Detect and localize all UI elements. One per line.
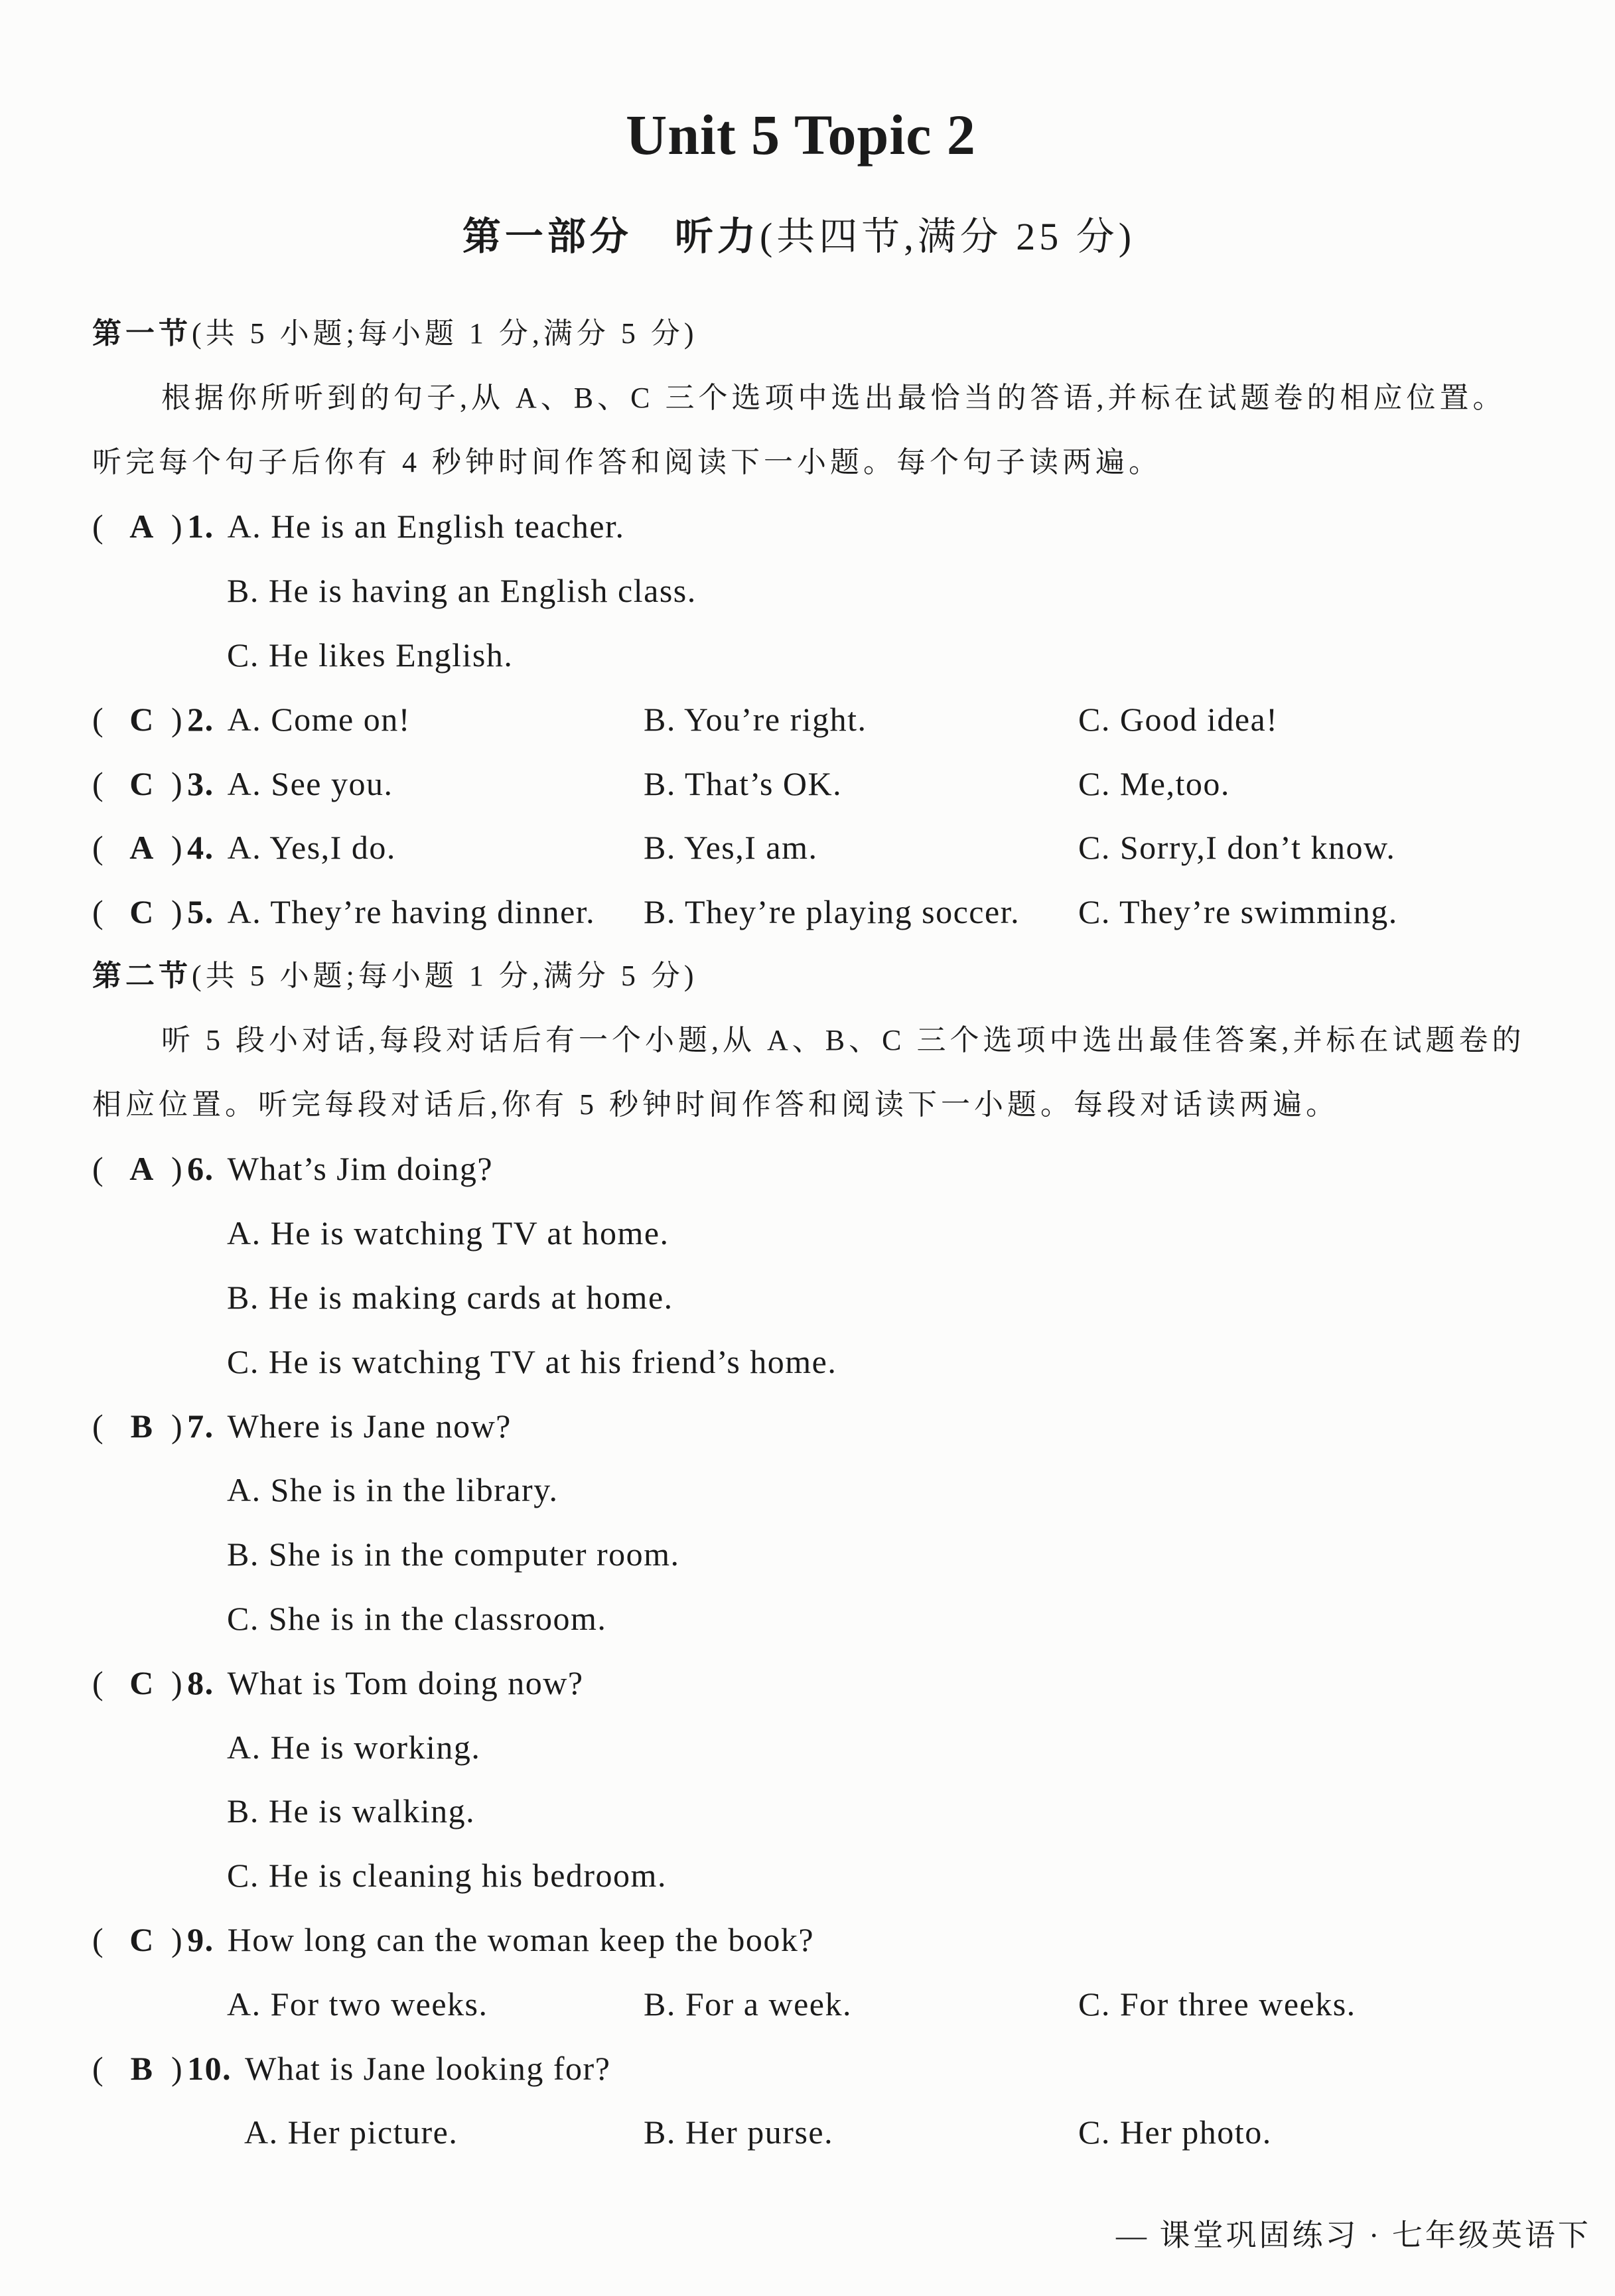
answer-bracket-close: ): [171, 1407, 184, 1445]
question-lead: [171, 2037, 610, 2101]
answer-letter: C: [129, 1920, 155, 1958]
answer-bracket-open: (: [92, 1664, 105, 1701]
question-row: [0, 880, 1615, 944]
instruction-text: 听完每个句子后你有 4 秒钟时间作答和阅读下一小题。每个句子读两遍。: [92, 445, 1162, 478]
section-label: 第二节: [92, 959, 192, 992]
option-b: B. Yes,I am.: [644, 829, 818, 867]
answer-bracket-open: (: [92, 893, 105, 931]
option-b: B. He is having an English class.: [227, 572, 697, 610]
answer-bracket-open: (: [92, 700, 105, 738]
section-scoring: (共 5 小题;每小题 1 分,满分 5 分): [192, 317, 698, 350]
question-row: [0, 687, 1615, 752]
option-b: B. She is in the computer room.: [227, 1536, 680, 1573]
part-scoring: (共四节,满分 25 分): [759, 215, 1136, 258]
option-row: [0, 559, 1615, 623]
option-c: C. Good idea!: [1078, 700, 1279, 738]
option-row: [0, 1779, 1615, 1843]
question-row: [0, 2037, 1615, 2101]
section-heading: [0, 302, 1615, 366]
part-label: 第一部分: [462, 215, 632, 258]
question-row: [0, 816, 1615, 880]
question-stem: What is Tom doing now?: [227, 1664, 584, 1701]
option-row: [0, 1587, 1615, 1651]
instruction-line: [0, 1009, 1615, 1073]
option-a: A. He is watching TV at home.: [227, 1214, 669, 1252]
question-row: [0, 1394, 1615, 1459]
option-c: C. He is watching TV at his friend’s home.: [227, 1342, 837, 1380]
question-lead: [171, 752, 393, 816]
answer-bracket-open: (: [92, 1920, 105, 1958]
question-stem: Where is Jane now?: [227, 1407, 512, 1445]
option-b: B. You’re right.: [644, 700, 867, 738]
option-row: [0, 1330, 1615, 1394]
question-stem: What is Jane looking for?: [245, 2049, 611, 2087]
answer-bracket-open: (: [92, 2049, 105, 2087]
option-a: A. He is an English teacher.: [227, 508, 625, 545]
answer-bracket-close: ): [171, 893, 184, 931]
option-b: B. He is making cards at home.: [227, 1278, 673, 1316]
option-c: C. Sorry,I don’t know.: [1078, 829, 1396, 867]
question-lead: [171, 1137, 493, 1201]
answer-bracket-open: (: [92, 1150, 105, 1188]
section-label: 第一节: [92, 317, 192, 350]
answer-bracket-open: (: [92, 1407, 105, 1445]
unit-title: Unit 5 Topic 2: [626, 103, 976, 167]
answer-letter: A: [129, 508, 155, 545]
option-b: B. Her purse.: [644, 2114, 834, 2151]
question-lead: [171, 1394, 512, 1459]
question-number: 8.: [187, 1664, 214, 1701]
option-row: [0, 623, 1615, 687]
question-row: [0, 752, 1615, 816]
option-b: B. For a week.: [644, 1985, 852, 2023]
instruction-line: [0, 1073, 1615, 1137]
instruction-text: 根据你所听到的句子,从 A、B、C 三个选项中选出最恰当的答语,并标在试题卷的相应位置。: [161, 381, 1506, 414]
answer-bracket-close: ): [171, 700, 184, 738]
answer-bracket-close: ): [171, 764, 184, 802]
question-stem: What’s Jim doing?: [227, 1150, 494, 1188]
option-c: C. They’re swimming.: [1078, 893, 1398, 931]
option-a: A. For two weeks.: [227, 1985, 488, 2023]
section-scoring: (共 5 小题;每小题 1 分,满分 5 分): [192, 959, 698, 992]
answer-bracket-close: ): [171, 1920, 184, 1958]
option-a: A. See you.: [227, 764, 393, 802]
answer-letter: C: [129, 893, 155, 931]
option-c: C. He likes English.: [227, 636, 514, 674]
section-heading-text: [92, 944, 698, 1009]
option-a: A. He is working.: [227, 1728, 481, 1766]
option-row: [0, 2100, 1615, 2165]
answer-bracket-close: ): [171, 2049, 184, 2087]
answer-letter: C: [129, 1664, 155, 1701]
question-number: 10.: [187, 2049, 232, 2087]
question-stem: How long can the woman keep the book?: [227, 1920, 815, 1958]
instruction-line: [0, 366, 1615, 431]
option-b: B. That’s OK.: [644, 764, 843, 802]
question-number: 9.: [187, 1920, 214, 1958]
option-c: C. He is cleaning his bedroom.: [227, 1857, 667, 1895]
option-a: A. Come on!: [227, 700, 411, 738]
answer-letter: A: [129, 829, 155, 867]
question-row: [0, 494, 1615, 559]
answer-bracket-open: (: [92, 829, 105, 867]
question-number: 6.: [187, 1150, 214, 1188]
answer-letter: B: [130, 2049, 154, 2087]
listening-section: [0, 302, 1615, 2165]
question-row: [0, 1908, 1615, 1972]
question-number: 7.: [187, 1407, 214, 1445]
question-number: 3.: [187, 764, 214, 802]
part-name: 听力: [674, 215, 760, 258]
option-row: [0, 1201, 1615, 1265]
answer-bracket-open: (: [92, 508, 105, 545]
answer-bracket-open: (: [92, 764, 105, 802]
part-heading: [0, 205, 1598, 269]
answer-letter: A: [129, 1150, 155, 1188]
option-row: [0, 1265, 1615, 1330]
answer-bracket-close: ): [171, 508, 184, 545]
option-a: A. They’re having dinner.: [227, 893, 596, 931]
option-c: C. She is in the classroom.: [227, 1599, 607, 1637]
question-number: 2.: [187, 700, 214, 738]
option-c: C. Her photo.: [1078, 2114, 1272, 2151]
option-row: [0, 1972, 1615, 2037]
answer-bracket-close: ): [171, 829, 184, 867]
question-row: [0, 1137, 1615, 1201]
answer-bracket-close: ): [171, 1664, 184, 1701]
question-number: 5.: [187, 893, 214, 931]
instruction-text: 相应位置。听完每段对话后,你有 5 秒钟时间作答和阅读下一小题。每段对话读两遍。: [92, 1088, 1339, 1121]
page-footer: — 课堂巩固练习 · 七年级英语下: [1116, 2218, 1591, 2252]
option-row: [0, 1715, 1615, 1780]
answer-letter: B: [130, 1407, 154, 1445]
option-c: C. For three weeks.: [1078, 1985, 1356, 2023]
option-b: B. He is walking.: [227, 1792, 476, 1830]
question-lead: [171, 1908, 814, 1972]
option-a: A. She is in the library.: [227, 1471, 559, 1509]
option-row: [0, 1522, 1615, 1587]
option-a: A. Her picture.: [244, 2114, 458, 2151]
question-lead: [171, 494, 624, 559]
option-row: [0, 1843, 1615, 1908]
option-c: C. Me,too.: [1078, 764, 1230, 802]
question-number: 4.: [187, 829, 214, 867]
answer-letter: C: [129, 700, 155, 738]
question-row: [0, 1651, 1615, 1715]
question-number: 1.: [187, 508, 214, 545]
answer-bracket-close: ): [171, 1150, 184, 1188]
section-heading-text: [92, 302, 698, 366]
question-lead: [171, 880, 595, 944]
instruction-text: 听 5 段小对话,每段对话后有一个小题,从 A、B、C 三个选项中选出最佳答案,并标在试题卷的: [161, 1023, 1525, 1056]
option-row: [0, 1458, 1615, 1522]
answer-letter: C: [129, 764, 155, 802]
instruction-line: [0, 431, 1615, 495]
question-lead: [171, 687, 411, 752]
question-lead: [171, 816, 396, 880]
option-a: A. Yes,I do.: [227, 829, 396, 867]
question-lead: [171, 1651, 584, 1715]
option-b: B. They’re playing soccer.: [644, 893, 1020, 931]
section-heading: [0, 944, 1615, 1009]
